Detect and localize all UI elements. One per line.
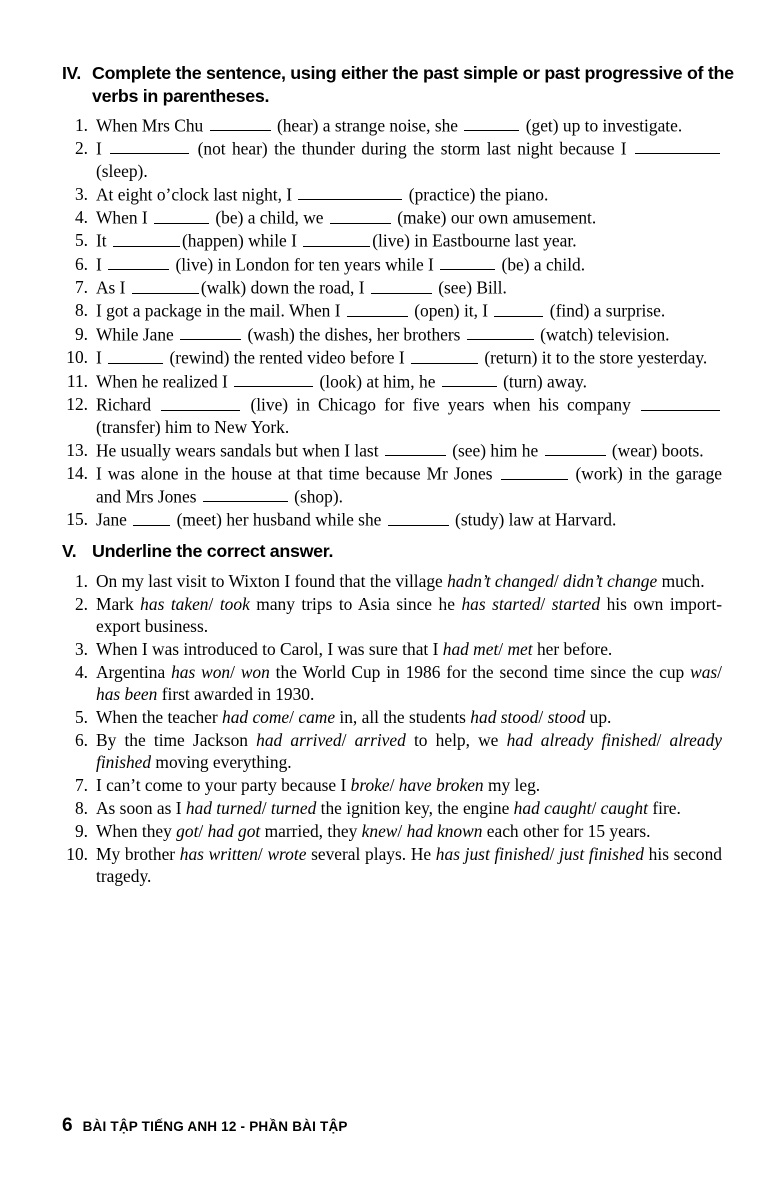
question-item xyxy=(62,137,722,182)
section-heading-iv xyxy=(62,62,734,108)
section-heading-v xyxy=(62,540,722,563)
question-text: My brother has written/ wrote several plays. He has just finished/ just finished his second tragedy. xyxy=(96,843,722,887)
answer-blank[interactable] xyxy=(154,206,209,224)
question-text: He usually wears sandals but when I last (see) him he (wear) boots. xyxy=(96,440,704,461)
question-text: On my last visit to Wixton I found that the village hadn’t changed/ didn’t change much. xyxy=(96,570,705,591)
question-item xyxy=(62,706,722,728)
section-title-iv: Complete the sentence, using either the past simple or past progressive of the verbs in parentheses. xyxy=(92,63,734,106)
question-item xyxy=(62,638,722,660)
question-text: When Mrs Chu (hear) a strange noise, she (get) up to investigate. xyxy=(96,115,683,136)
question-item xyxy=(62,299,722,322)
question-list-v xyxy=(62,570,722,888)
question-item xyxy=(62,370,722,393)
question-number: 10. xyxy=(66,843,88,864)
answer-blank[interactable] xyxy=(545,439,606,457)
answer-blank[interactable] xyxy=(298,183,402,201)
question-item xyxy=(62,114,722,137)
question-item xyxy=(62,229,722,252)
answer-blank[interactable] xyxy=(371,276,432,294)
question-text: I got a package in the mail. When I (open) it, I (find) a surprise. xyxy=(96,301,666,321)
question-item xyxy=(62,346,722,369)
section-title-v: Underline the correct answer. xyxy=(92,541,334,562)
question-item xyxy=(62,183,722,206)
answer-blank[interactable] xyxy=(203,485,288,503)
question-number: 6. xyxy=(74,253,88,274)
question-text: Mark has taken/ took many trips to Asia since he has started/ started his own import-export business. xyxy=(96,593,722,637)
question-item xyxy=(62,774,722,796)
question-text: It (happen) while I (live) in Eastbourne last year. xyxy=(96,230,577,251)
question-text: Argentina has won/ won the World Cup in 1986 for the second time since the cup was/ has been first awarded in 1930. xyxy=(96,661,722,705)
question-text: When they got/ had got married, they knew/ had known each other for 15 years. xyxy=(96,820,651,841)
question-item xyxy=(62,206,722,229)
answer-blank[interactable] xyxy=(180,323,241,341)
question-item xyxy=(62,820,722,842)
page-footer xyxy=(62,1115,348,1137)
question-number: 2. xyxy=(74,137,88,158)
question-number: 3. xyxy=(74,639,88,660)
question-number: 7. xyxy=(74,775,88,796)
question-number: 4. xyxy=(74,206,88,227)
question-text: When he realized I (look) at him, he (turn) away. xyxy=(96,371,587,392)
question-text: Richard (live) in Chicago for five years when his company (transfer) him to New York. xyxy=(96,393,722,438)
answer-blank[interactable] xyxy=(330,206,391,224)
question-number: 4. xyxy=(74,661,88,682)
question-item xyxy=(62,253,722,276)
answer-blank[interactable] xyxy=(467,323,534,341)
answer-blank[interactable] xyxy=(440,253,495,271)
question-text: I can’t come to your party because I broke/ have broken my leg. xyxy=(96,775,541,796)
page-content xyxy=(62,62,734,888)
question-number: 14. xyxy=(66,463,88,484)
question-number: 5. xyxy=(74,707,88,728)
question-item xyxy=(62,439,722,462)
answer-blank[interactable] xyxy=(108,253,169,271)
answer-blank[interactable] xyxy=(132,276,199,294)
answer-blank[interactable] xyxy=(411,346,478,364)
answer-blank[interactable] xyxy=(161,393,240,411)
question-item xyxy=(62,462,722,508)
question-text: I was alone in the house at that time because Mr Jones (work) in the garage and Mrs Jones (shop). xyxy=(96,463,722,507)
answer-blank[interactable] xyxy=(110,137,189,155)
question-text: When I (be) a child, we (make) our own amusement. xyxy=(96,207,597,228)
question-text: I (rewind) the rented video before I (return) it to the store yesterday. xyxy=(96,347,708,368)
question-text: As I (walk) down the road, I (see) Bill. xyxy=(96,277,507,298)
question-number: 3. xyxy=(74,183,88,204)
answer-blank[interactable] xyxy=(464,114,519,132)
section-number-v: V. xyxy=(62,541,77,562)
question-list-iv xyxy=(62,114,722,532)
question-number: 10. xyxy=(66,347,88,368)
question-number: 8. xyxy=(74,300,88,321)
question-item xyxy=(62,276,722,299)
question-number: 8. xyxy=(74,798,88,819)
answer-blank[interactable] xyxy=(641,393,720,411)
question-text: When the teacher had come/ came in, all the students had stood/ stood up. xyxy=(96,707,612,728)
answer-blank[interactable] xyxy=(303,229,370,247)
question-number: 5. xyxy=(74,230,88,251)
question-text: When I was introduced to Carol, I was sure that I had met/ met her before. xyxy=(96,639,613,660)
answer-blank[interactable] xyxy=(113,229,180,247)
answer-blank[interactable] xyxy=(635,137,720,155)
question-number: 11. xyxy=(66,370,88,391)
question-text: Jane (meet) her husband while she (study) law at Harvard. xyxy=(96,509,617,530)
question-item xyxy=(62,797,722,819)
footer-text: BÀI TẬP TIẾNG ANH 12 - PHẦN BÀI TẬP xyxy=(82,1119,348,1134)
answer-blank[interactable] xyxy=(133,508,170,526)
question-item xyxy=(62,393,722,438)
answer-blank[interactable] xyxy=(210,114,271,132)
page-number: 6 xyxy=(62,1115,73,1136)
question-number: 7. xyxy=(74,277,88,298)
question-number: 1. xyxy=(74,570,88,591)
answer-blank[interactable] xyxy=(108,346,163,364)
question-item xyxy=(62,570,722,592)
answer-blank[interactable] xyxy=(494,299,543,317)
question-text: By the time Jackson had arrived/ arrived to help, we had already finished/ already finished moving everything. xyxy=(96,729,723,773)
question-item xyxy=(62,323,722,346)
question-number: 6. xyxy=(74,729,88,750)
answer-blank[interactable] xyxy=(442,370,497,388)
answer-blank[interactable] xyxy=(234,370,313,388)
question-number: 9. xyxy=(74,323,88,344)
question-text: As soon as I had turned/ turned the ignition key, the engine had caught/ caught fire. xyxy=(96,798,681,819)
question-item xyxy=(62,593,722,638)
answer-blank[interactable] xyxy=(347,299,408,317)
question-number: 9. xyxy=(74,820,88,841)
question-text: I (not hear) the thunder during the storm last night because I (sleep). xyxy=(96,137,722,182)
answer-blank[interactable] xyxy=(388,508,449,526)
question-item xyxy=(62,508,722,531)
question-number: 2. xyxy=(74,593,88,614)
question-text: While Jane (wash) the dishes, her brothers (watch) television. xyxy=(96,324,670,345)
section-number-iv: IV. xyxy=(62,63,81,83)
answer-blank[interactable] xyxy=(501,462,568,480)
question-number: 1. xyxy=(74,114,88,135)
question-item xyxy=(62,729,722,774)
question-item xyxy=(62,661,722,706)
question-text: I (live) in London for ten years while I (be) a child. xyxy=(96,254,586,275)
answer-blank[interactable] xyxy=(385,439,446,457)
question-number: 12. xyxy=(66,393,88,414)
question-item xyxy=(62,843,722,888)
question-text: At eight o’clock last night, I (practice) the piano. xyxy=(96,184,549,205)
question-number: 15. xyxy=(66,509,88,530)
question-number: 13. xyxy=(66,439,88,460)
